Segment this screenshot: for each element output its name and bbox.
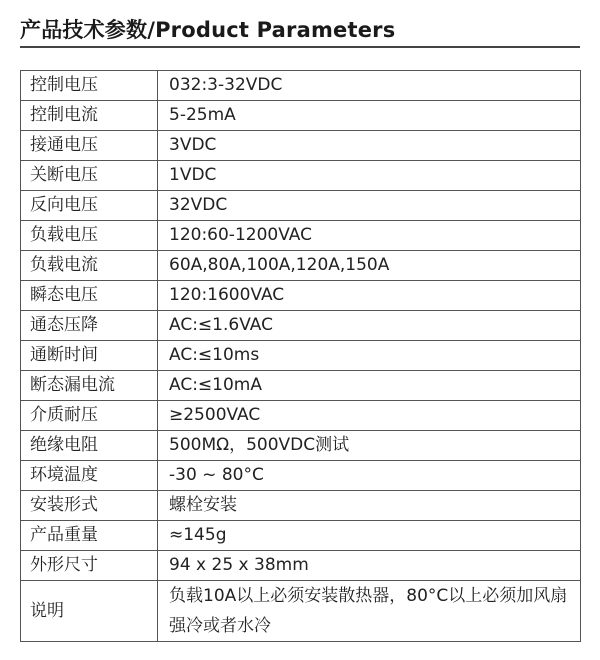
param-value: AC:≤10ms [158, 341, 581, 371]
param-label: 控制电压 [21, 71, 158, 101]
param-value: AC:≤10mA [158, 371, 581, 401]
param-label: 接通电压 [21, 131, 158, 161]
param-label: 通态压降 [21, 311, 158, 341]
param-label: 反向电压 [21, 191, 158, 221]
param-value: ≈145g [158, 521, 581, 551]
param-value: 3VDC [158, 131, 581, 161]
param-label: 绝缘电阻 [21, 431, 158, 461]
param-value: 5-25mA [158, 101, 581, 131]
table-row [21, 131, 581, 161]
title-divider [20, 46, 580, 48]
table-row [21, 251, 581, 281]
table-row [21, 551, 581, 581]
param-label: 负载电压 [21, 221, 158, 251]
param-label: 产品重量 [21, 521, 158, 551]
param-label: 瞬态电压 [21, 281, 158, 311]
param-value: 94 x 25 x 38mm [158, 551, 581, 581]
param-label: 通断时间 [21, 341, 158, 371]
table-row [21, 431, 581, 461]
param-value: 500MΩ，500VDC测试 [158, 431, 581, 461]
param-value: 1VDC [158, 161, 581, 191]
param-value: ≥2500VAC [158, 401, 581, 431]
param-label: 关断电压 [21, 161, 158, 191]
param-value: 32VDC [158, 191, 581, 221]
param-value: 032:3-32VDC [158, 71, 581, 101]
param-value: 负载10A以上必须安装散热器，80°C以上必须加风扇强冷或者水冷 [158, 581, 581, 642]
param-label: 环境温度 [21, 461, 158, 491]
param-value: 60A,80A,100A,120A,150A [158, 251, 581, 281]
param-label: 介质耐压 [21, 401, 158, 431]
param-value: 120:60-1200VAC [158, 221, 581, 251]
table-row [21, 101, 581, 131]
table-row [21, 191, 581, 221]
table-row [21, 401, 581, 431]
param-value: AC:≤1.6VAC [158, 311, 581, 341]
parameters-table [20, 70, 581, 642]
table-row [21, 71, 581, 101]
table-row [21, 521, 581, 551]
param-label: 说明 [21, 581, 158, 642]
table-row [21, 581, 581, 642]
param-label: 负载电流 [21, 251, 158, 281]
page-title: 产品技术参数/Product Parameters [20, 18, 396, 42]
table-row [21, 311, 581, 341]
table-row [21, 221, 581, 251]
table-row [21, 491, 581, 521]
param-value: 螺栓安装 [158, 491, 581, 521]
param-label: 控制电流 [21, 101, 158, 131]
table-row [21, 341, 581, 371]
param-label: 安装形式 [21, 491, 158, 521]
table-row [21, 371, 581, 401]
param-label: 外形尺寸 [21, 551, 158, 581]
param-value: -30 ~ 80°C [158, 461, 581, 491]
table-row [21, 461, 581, 491]
table-row [21, 281, 581, 311]
param-value: 120:1600VAC [158, 281, 581, 311]
param-label: 断态漏电流 [21, 371, 158, 401]
table-row [21, 161, 581, 191]
